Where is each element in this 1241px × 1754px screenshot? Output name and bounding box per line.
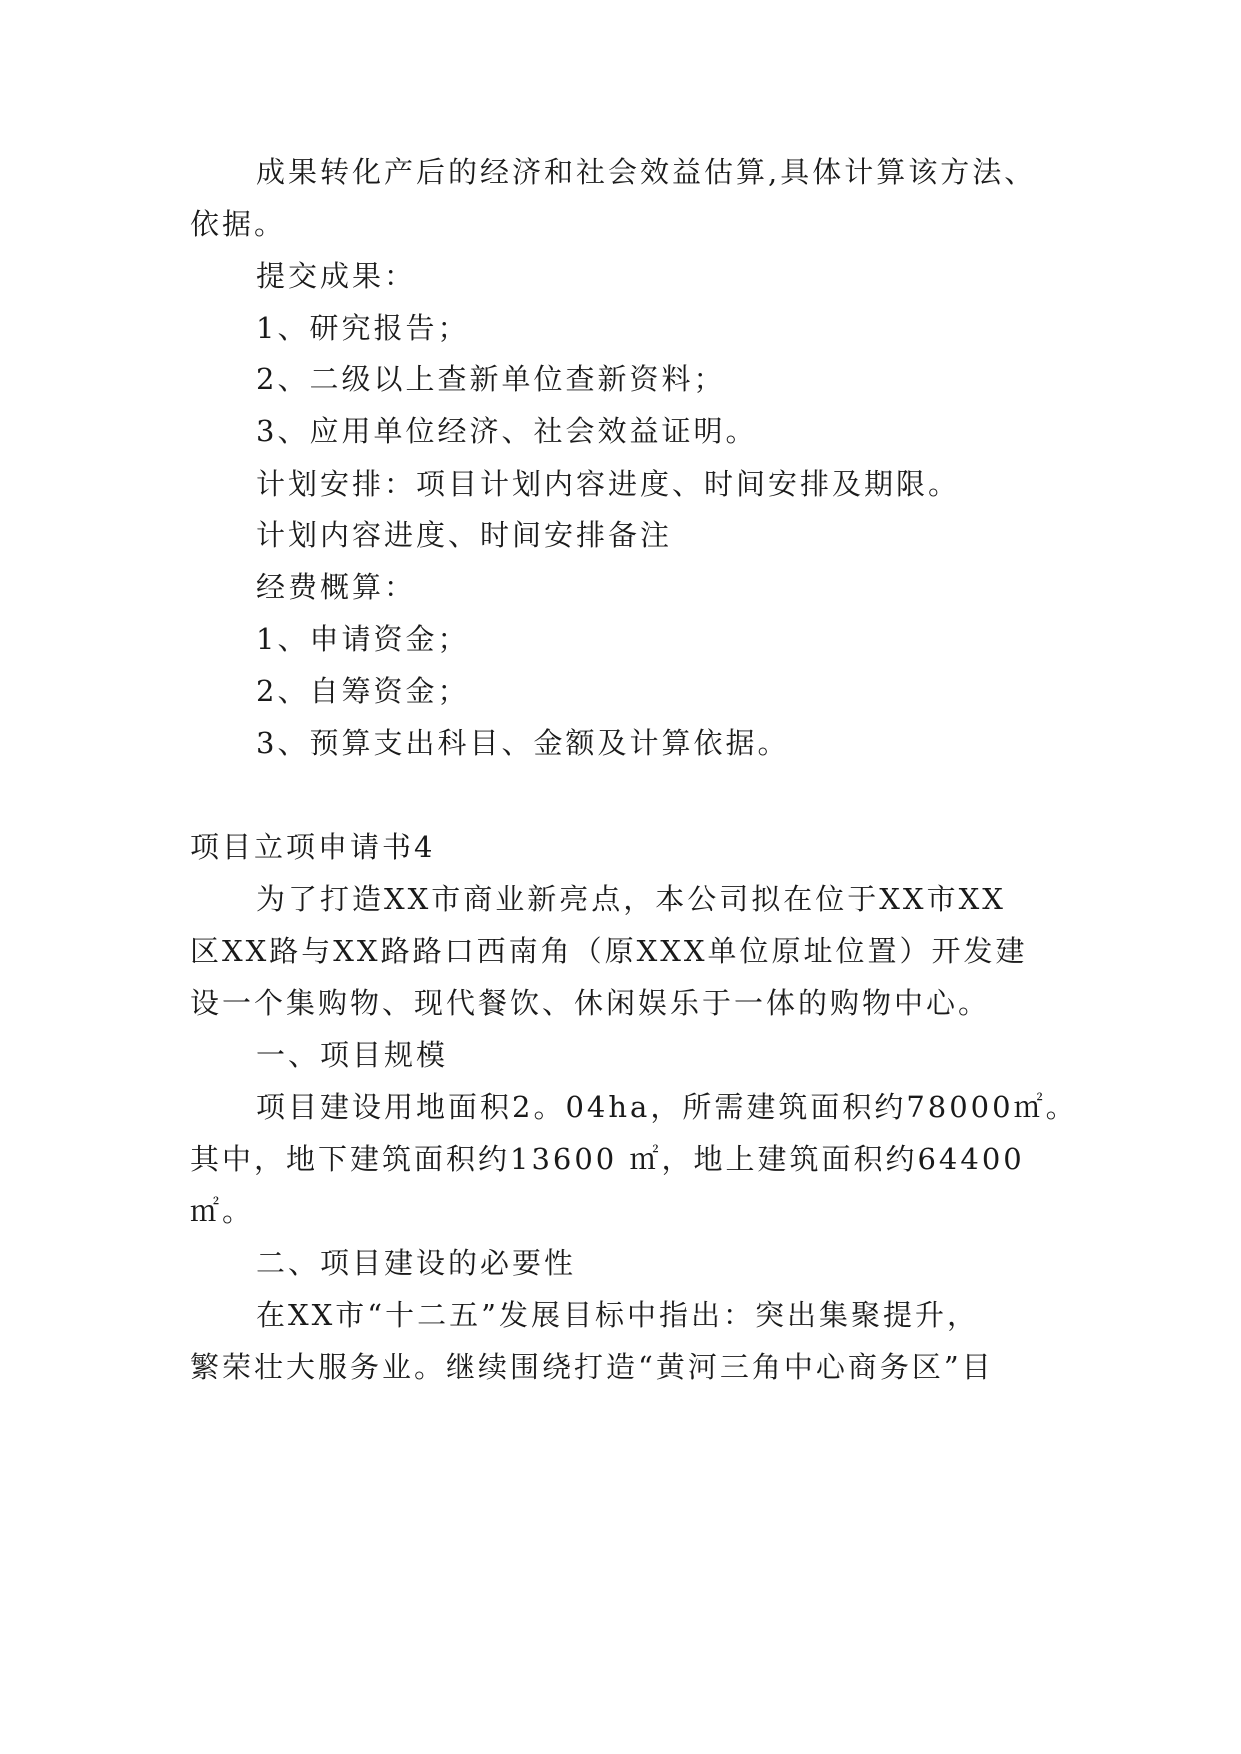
- paragraph-line: 其中，地下建筑面积约13600 ㎡，地上建筑面积约64400: [190, 1142, 1025, 1176]
- paragraph-line: ㎡。: [190, 1194, 255, 1228]
- list-item: 2、自筹资金；: [256, 674, 470, 708]
- paragraph-line: 成果转化产后的经济和社会效益估算,具体计算该方法、: [256, 155, 1037, 189]
- list-item: 3、应用单位经济、社会效益证明。: [256, 414, 758, 448]
- paragraph-line: 设一个集购物、现代餐饮、休闲娱乐于一体的购物中心。: [190, 986, 991, 1020]
- list-item: 1、申请资金；: [256, 622, 470, 656]
- paragraph-line: 依据。: [190, 207, 287, 241]
- subsection-heading: 二、项目建设的必要性: [256, 1246, 577, 1280]
- list-item: 1、研究报告；: [256, 311, 470, 345]
- paragraph-line: 为了打造XX市商业新亮点，本公司拟在位于XX市XX: [256, 882, 1006, 916]
- paragraph-line: 提交成果：: [256, 259, 417, 293]
- list-item: 2、二级以上查新单位查新资料；: [256, 362, 726, 396]
- paragraph-line: 繁荣壮大服务业。继续围绕打造“黄河三角中心商务区”目: [190, 1350, 994, 1384]
- paragraph-line: 区XX路与XX路路口西南角（原XXX单位原址位置）开发建: [190, 934, 1028, 968]
- subsection-heading: 一、项目规模: [256, 1038, 449, 1072]
- paragraph-line: 项目建设用地面积2。04ha，所需建筑面积约78000㎡。: [256, 1090, 1078, 1124]
- list-item: 3、预算支出科目、金额及计算依据。: [256, 726, 790, 760]
- paragraph-line: 经费概算：: [256, 570, 417, 604]
- paragraph-line: 在XX市“十二五”发展目标中指出：突出集聚提升，: [256, 1298, 979, 1332]
- section-title: 项目立项申请书4: [190, 830, 436, 864]
- paragraph-line: 计划安排：项目计划内容进度、时间安排及期限。: [256, 467, 961, 501]
- paragraph-line: 计划内容进度、时间安排备注: [256, 518, 673, 552]
